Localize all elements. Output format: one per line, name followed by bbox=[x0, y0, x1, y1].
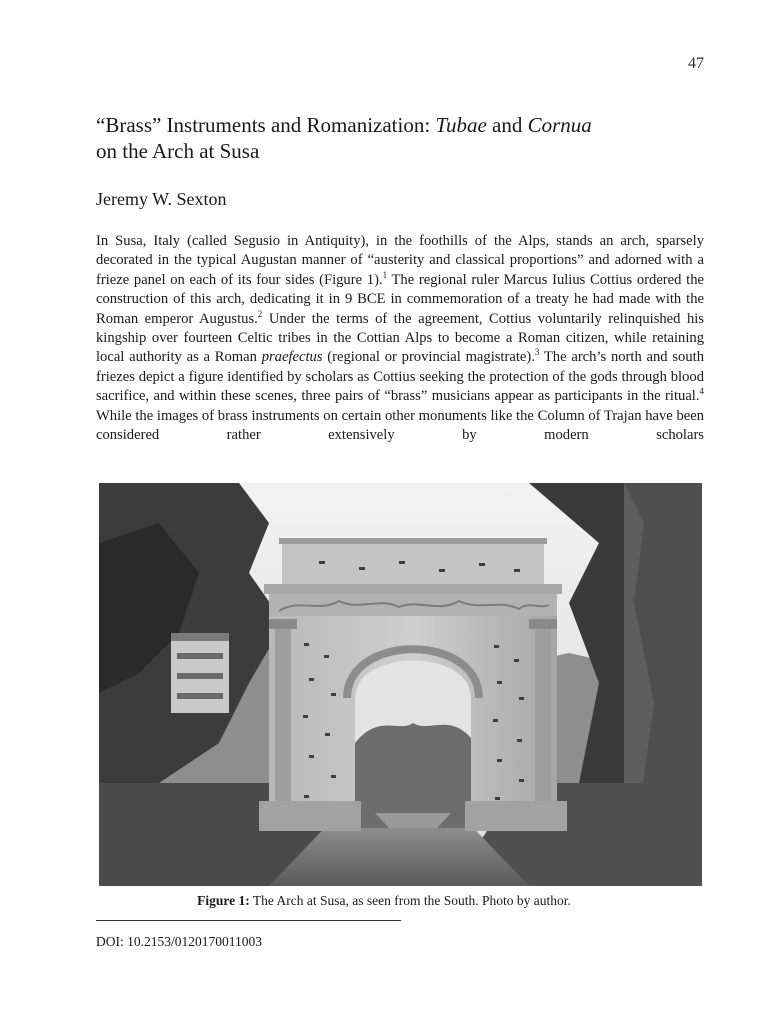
caption-text: The Arch at Susa, as seen from the South. Photo by author. bbox=[249, 893, 571, 908]
body-text-7: While the images of brass instruments on certain other monuments like the Column of Trajan have been considered bbox=[96, 407, 704, 444]
doi-label: DOI bbox=[96, 934, 120, 949]
body-text-1: In Susa, Italy (called Segusio in Antiquity), in the foothills of the Alps, stands an arch, sparsely decorated in the typical Augustan manner of “austerity and classical proportions” and adorned with a frieze panel on each of its four sides ( bbox=[96, 233, 704, 288]
body-text-3: The regional ruler Marcus Iulius Cottius ordered the construction of this arch, dedicating it in 9 BCE in commemoration of a treaty he had made with the Roman emperor Augustus. bbox=[96, 271, 704, 327]
footnote-ref-1[interactable]: 1 bbox=[382, 269, 388, 280]
doi-value[interactable]: : 10.2153/0120170011003 bbox=[120, 934, 263, 949]
title-part-2: and bbox=[486, 113, 528, 137]
footnote-ref-3[interactable]: 3 bbox=[534, 347, 540, 358]
body-text-6: The arch’s north and south friezes depict a figure identified by scholars as Cottius seeking the protection of the gods through blood sacrifice, and within these scenes, three pairs of “brass” musicians appear as participants in the ritual. bbox=[96, 349, 704, 405]
page-number: 47 bbox=[688, 55, 704, 72]
title-italic-cornua: Cornua bbox=[527, 113, 592, 137]
body-text-8: extensively by modern scholars bbox=[260, 427, 704, 444]
figure-caption bbox=[0, 893, 768, 909]
footnote-ref-2[interactable]: 2 bbox=[257, 308, 263, 319]
body-text-2: 1). bbox=[362, 271, 383, 288]
article-title bbox=[96, 112, 696, 164]
arch-photo-illustration bbox=[99, 483, 702, 886]
title-part-1: “Brass” Instruments and Romanization: bbox=[96, 113, 436, 137]
doi-line bbox=[96, 934, 262, 950]
body-paragraph bbox=[96, 232, 704, 445]
title-part-3: on the Arch at Susa bbox=[96, 139, 260, 163]
body-text-4: Under the terms of the agreement, Cottius voluntarily relinquished his kingship over fourteen Celtic tribes in the Cottian Alps to become a Roman citizen, while retaining local authority as a Roman bbox=[96, 310, 704, 366]
author-name: Jeremy W. Sexton bbox=[96, 189, 227, 209]
body-word-rather: rather bbox=[226, 427, 261, 444]
footnote-divider bbox=[96, 920, 401, 921]
figure-reference-link[interactable]: Figure bbox=[323, 271, 363, 288]
figure-photo-arch bbox=[99, 483, 702, 886]
caption-label: Figure 1: bbox=[197, 893, 250, 908]
body-text-5: (regional or provincial magistrate). bbox=[322, 349, 535, 366]
title-italic-tubae: Tubae bbox=[435, 113, 487, 137]
footnote-ref-4[interactable]: 4 bbox=[699, 386, 704, 397]
italic-praefectus: praefectus bbox=[261, 349, 323, 366]
